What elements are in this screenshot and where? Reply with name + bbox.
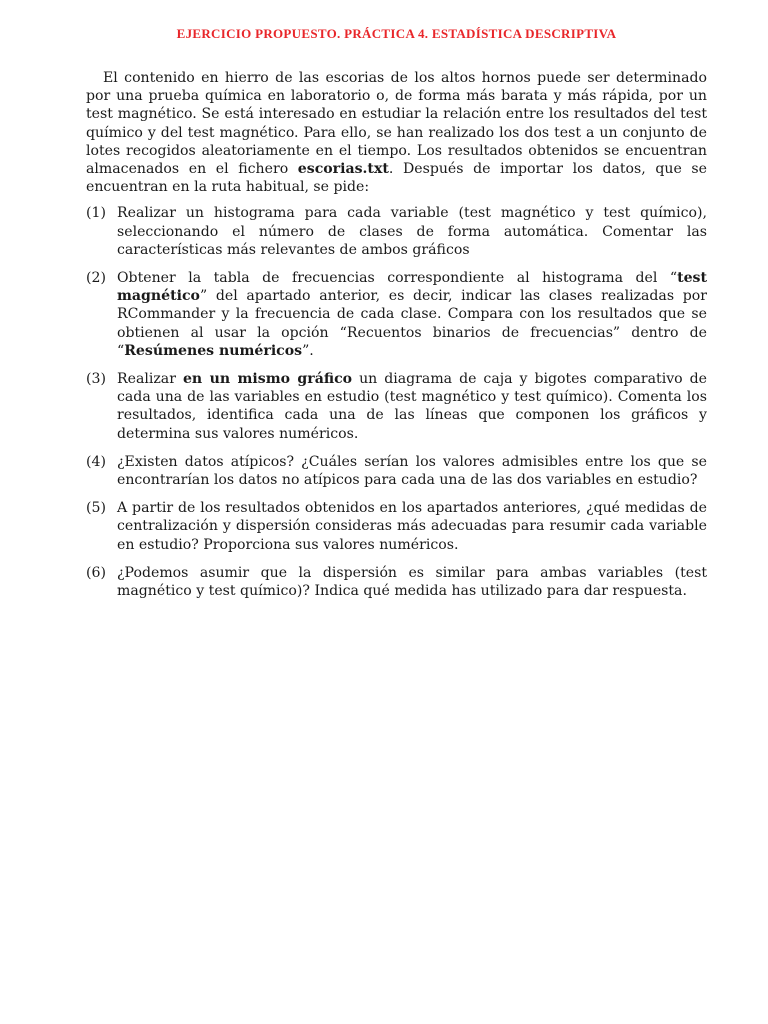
item-text-part: ” del apartado anterior, es decir, indicar las clases realizadas por RCommander y la frecuencia de cada clase. Compara con los resultados que se obtienen al usar la opción “Recuentos binarios de frecuencias” dentro de “ [117, 288, 707, 359]
intro-paragraph [86, 69, 707, 196]
item-number: (4) [86, 453, 106, 470]
document-page [86, 24, 707, 610]
item-text: ¿Existen datos atípicos? ¿Cuáles serían los valores admisibles entre los que se encontrarían los datos no atípicos para cada una de las dos variables en estudio? [117, 453, 707, 489]
item-number: (6) [86, 564, 106, 581]
item-bold-term: Resúmenes numéricos [124, 342, 303, 359]
item-number: (5) [86, 500, 106, 517]
item-text-part: Realizar [117, 371, 183, 388]
item-text: ¿Podemos asumir que la dispersión es similar para ambas variables (test magnético y test químico)? Indica qué medida has utilizado para dar respuesta. [117, 564, 707, 600]
filename: escorias.txt [297, 161, 389, 178]
item-text [117, 370, 707, 443]
task-item-2 [86, 269, 707, 360]
task-item-3 [86, 370, 707, 443]
item-bold-term: test magnético [117, 270, 707, 305]
task-item-4 [86, 453, 707, 489]
task-item-6 [86, 564, 707, 600]
item-text-part: Obtener la tabla de frecuencias correspondiente al histograma del “ [117, 270, 678, 287]
item-number: (3) [86, 371, 106, 388]
item-number: (2) [86, 270, 106, 287]
item-bold-term: en un mismo gráfico [182, 371, 353, 388]
item-text [117, 269, 707, 360]
item-number: (1) [86, 205, 106, 222]
item-text: A partir de los resultados obtenidos en los apartados anteriores, ¿qué medidas de centralización y dispersión consideras más adecuadas para resumir cada variable en estudio? Proporciona sus valores numéricos. [117, 500, 707, 553]
item-text: Realizar un histograma para cada variable (test magnético y test químico), seleccionando el número de clases de forma automática. Comentar las características más relevantes de ambos gráficos [117, 205, 707, 258]
task-item-5 [86, 499, 707, 554]
task-list [86, 204, 707, 600]
intro-text-part1: El contenido en hierro de las escorias de los altos hornos puede ser determinado por una prueba química en laboratorio o, de forma más barata y más rápida, por un test magnético. Se está interesado en estudiar la relación entre los resultados del test químico y del test magnético. Para ello, se han realizado los dos test a un conjunto de lotes recogidos aleatoriamente en el tiempo. Los resultados obtenidos se encuentran almacenados en el fichero [86, 70, 707, 178]
document-title: EJERCICIO PROPUESTO. PRÁCTICA 4. ESTADÍSTICA DESCRIPTIVA [176, 26, 617, 41]
intro-text-part2: . Después de importar los datos, que se encuentran en la ruta habitual, se pide: [86, 161, 707, 196]
task-item-1 [86, 204, 707, 259]
item-text-part: un diagrama de caja y bigotes comparativo de cada una de las variables en estudio (test magnético y test químico). Comenta los resultados, identifica cada una de las líneas que componen los gráficos y determina sus valores numéricos. [117, 371, 708, 442]
item-text-part: ”. [302, 342, 314, 359]
